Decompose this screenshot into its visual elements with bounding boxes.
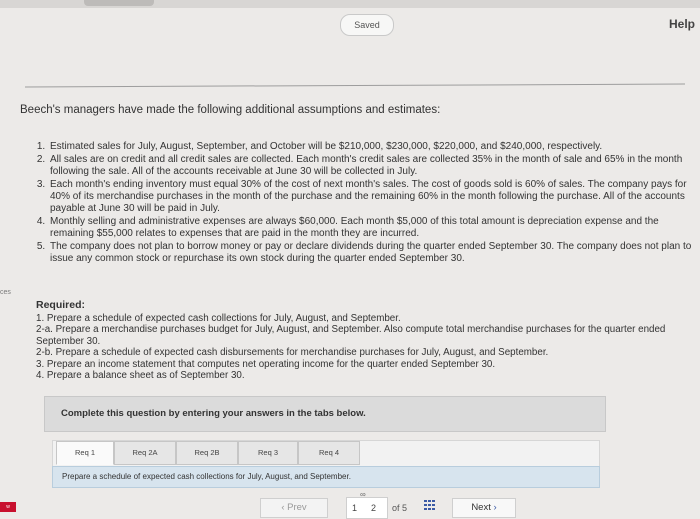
- required-item: 3. Prepare an income statement that computes net operating income for the quarter ended September 30.: [36, 358, 496, 370]
- tab-req-4[interactable]: Req 4: [298, 441, 360, 465]
- page-total: of 5: [392, 503, 408, 513]
- required-item: 4. Prepare a balance sheet as of September 30.: [36, 370, 245, 381]
- side-label: ces: [0, 289, 11, 296]
- tab-req-2a[interactable]: Req 2A: [114, 441, 176, 465]
- link-icon: ∞: [360, 490, 366, 499]
- list-item: 3. Each month's ending inventory must equal 30% of the cost of next month's sales. The cost of goods sold is 60% of sales. The company pays for 40% of its merchandise purchases in the month of the purchase and the remaining 60% in the month following the purchase. All of the accounts payable at June 30 will be paid in July.: [48, 179, 698, 215]
- page-current-number[interactable]: 2: [371, 503, 377, 513]
- chevron-right-icon: ›: [493, 502, 497, 513]
- grid-icon[interactable]: [424, 500, 436, 510]
- list-item: 1. Estimated sales for July, August, September, and October will be $210,000, $230,000, $220,000, and $240,000, respectively.: [48, 141, 698, 153]
- next-label: Next: [471, 502, 491, 513]
- instruction-text: Prepare a schedule of expected cash collections for July, August, and September.: [62, 472, 351, 481]
- prev-label: Prev: [287, 502, 307, 513]
- panel-title: Complete this question by entering your answers in the tabs below.: [61, 408, 366, 419]
- tab-req-3[interactable]: Req 3: [238, 441, 298, 465]
- page-prev-number[interactable]: 1: [352, 503, 358, 513]
- list-item: 2. All sales are on credit and all credit sales are collected. Each month's credit sales are collected 35% in the month of sale and 65% in the month following the sale. All of the accounts receivable at June 30 will be collected in July.: [48, 154, 698, 178]
- instruction-bar: [52, 466, 600, 488]
- required-item: 2-b. Prepare a schedule of expected cash disbursements for merchandise purchases for July, August, and September.: [36, 347, 549, 358]
- corner-badge: w: [0, 502, 16, 512]
- required-heading: Required:: [36, 299, 86, 311]
- list-item: 4. Monthly selling and administrative expenses are always $60,000. Each month $5,000 of this total amount is depreciation expense and the remaining $55,000 relates to expenses that are paid in the month they are incurred.: [48, 216, 698, 240]
- assumptions-list: [32, 141, 698, 266]
- chevron-left-icon: ‹: [281, 502, 285, 513]
- required-item: 2-a. Prepare a merchandise purchases budget for July, August, and September. Also compute total merchandise purchases for the quarter ended September 30.: [36, 324, 666, 347]
- tab-req-2b[interactable]: Req 2B: [176, 441, 238, 465]
- saved-badge: Saved: [340, 14, 394, 36]
- required-section: [36, 300, 676, 382]
- next-button[interactable]: [452, 498, 516, 518]
- prev-button[interactable]: [260, 498, 328, 518]
- top-strip: [0, 0, 700, 8]
- top-tab: [84, 0, 154, 6]
- tabs-panel-header: [44, 396, 606, 432]
- list-item: 5. The company does not plan to borrow money or pay or declare dividends during the quarter ended September 30. The company does not plan to issue any common stock or repurchase its own stock during the quarter ended September 30.: [48, 241, 698, 265]
- divider: [25, 84, 685, 88]
- tab-req-1[interactable]: Req 1: [56, 441, 114, 465]
- help-link[interactable]: Help: [669, 17, 696, 31]
- required-item: 1. Prepare a schedule of expected cash collections for July, August, and September.: [36, 312, 401, 324]
- intro-text: Beech's managers have made the following additional assumptions and estimates:: [20, 104, 441, 116]
